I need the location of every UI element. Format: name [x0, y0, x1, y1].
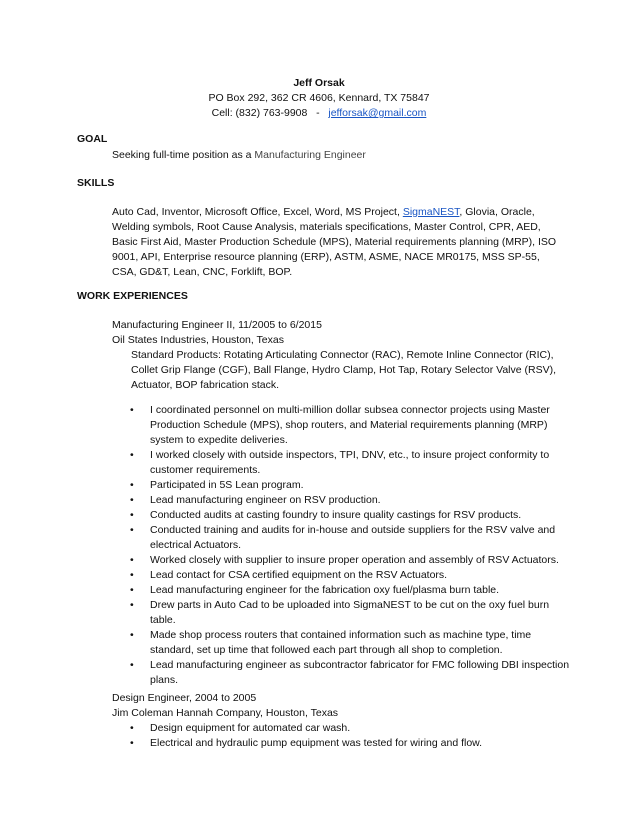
list-item: • Lead contact for CSA certified equipment on the RSV Actuators. [130, 569, 448, 581]
job-1-position: Manufacturing Engineer II, 11/2005 to 6/2015 [112, 319, 322, 331]
resume-header [0, 76, 638, 121]
email-link[interactable]: jefforsak@gmail.com [328, 107, 427, 119]
list-item: • Electrical and hydraulic pump equipment was tested for wiring and flow. [130, 737, 483, 749]
bullet-icon: • [130, 722, 134, 734]
list-item: • Design equipment for automated car wash. [130, 722, 351, 734]
job-2 [112, 691, 572, 721]
skills-part-2: , Glovia, Oracle, Welding symbols, Root Cause Analysis, materials specifications, Master Control, CPR, AED, Basic First Aid, Master Production Schedule (MPS), Material requirements planning (MRP), ISO 9001, API, Enterprise resource planning (ERP), ASTM, ASME, NACE MR0175, MSS SP-55, CSA, GD&T, Lean, CNC, Forklift, BOP. [112, 206, 557, 278]
list-item: • I worked closely with outside inspectors, TPI, DNV, etc., to insure project conformity to customer requirements. [130, 449, 550, 476]
bullet-icon: • [130, 599, 134, 611]
work-heading: WORK EXPERIENCES [77, 290, 188, 302]
bullet-icon: • [130, 584, 134, 596]
bullet-icon: • [130, 524, 134, 536]
bullet-icon: • [130, 554, 134, 566]
list-item: • Conducted audits at casting foundry to insure quality castings for RSV products. [130, 509, 522, 521]
job-1-bullet-list [130, 403, 570, 688]
list-item: • Made shop process routers that contained information such as machine type, time standard, set up time that followed each part through all shop to completion. [130, 629, 532, 656]
job-2-bullet-list [130, 721, 570, 751]
sigmanest-link[interactable]: SigmaNEST [402, 206, 460, 218]
bullet-icon: • [130, 737, 134, 749]
phone: Cell: (832) 763-9908 - [211, 107, 329, 119]
bullet-icon: • [130, 494, 134, 506]
goal-text [112, 148, 582, 163]
bullet-icon: • [130, 629, 134, 641]
list-item: • Lead manufacturing engineer on RSV production. [130, 494, 381, 506]
list-item: • Participated in 5S Lean program. [130, 479, 304, 491]
skills-heading: SKILLS [77, 177, 115, 189]
job-2-company: Jim Coleman Hannah Company, Houston, Texas [112, 707, 339, 719]
list-item: • I coordinated personnel on multi-million dollar subsea connector projects using Master Production Schedule (MPS), shop routers, and Material requirements planning (MRP) system to expedite deliveries. [130, 404, 550, 446]
applicant-name: Jeff Orsak [293, 77, 345, 89]
job-1-company: Oil States Industries, Houston, Texas [112, 334, 284, 346]
bullet-icon: • [130, 509, 134, 521]
list-item: • Drew parts in Auto Cad to be uploaded into SigmaNEST to be cut on the oxy fuel burn table. [130, 599, 550, 626]
bullet-icon: • [130, 659, 134, 671]
contact-line [0, 106, 638, 121]
list-item: • Conducted training and audits for in-house and outside suppliers for the RSV valve and electrical Actuators. [130, 524, 556, 551]
skills-text [112, 205, 567, 280]
job-2-position: Design Engineer, 2004 to 2005 [112, 692, 257, 704]
goal-heading: GOAL [77, 133, 108, 145]
bullet-icon: • [130, 449, 134, 461]
skills-part-1: Auto Cad, Inventor, Microsoft Office, Excel, Word, MS Project, [112, 206, 403, 218]
address: PO Box 292, 362 CR 4606, Kennard, TX 75847 [208, 92, 430, 104]
list-item: • Lead manufacturing engineer for the fabrication oxy fuel/plasma burn table. [130, 584, 500, 596]
job-1-products: Standard Products: Rotating Articulating Connector (RAC), Remote Inline Connector (RIC), Collet Grip Flange (CGF), Ball Flange, Hydro Clamp, Hot Tap, Rotary Selector Valve (RSV), Actuator, BOP fabrication stack. [131, 349, 557, 391]
list-item: • Lead manufacturing engineer as subcontractor fabricator for FMC following DBI inspection plans. [130, 659, 570, 686]
goal-prefix: Seeking full-time position as a [112, 149, 255, 161]
bullet-icon: • [130, 404, 134, 416]
job-1 [112, 318, 572, 348]
goal-role: Manufacturing Engineer [254, 149, 366, 161]
list-item: • Worked closely with supplier to insure proper operation and assembly of RSV Actuators. [130, 554, 559, 566]
bullet-icon: • [130, 479, 134, 491]
bullet-icon: • [130, 569, 134, 581]
